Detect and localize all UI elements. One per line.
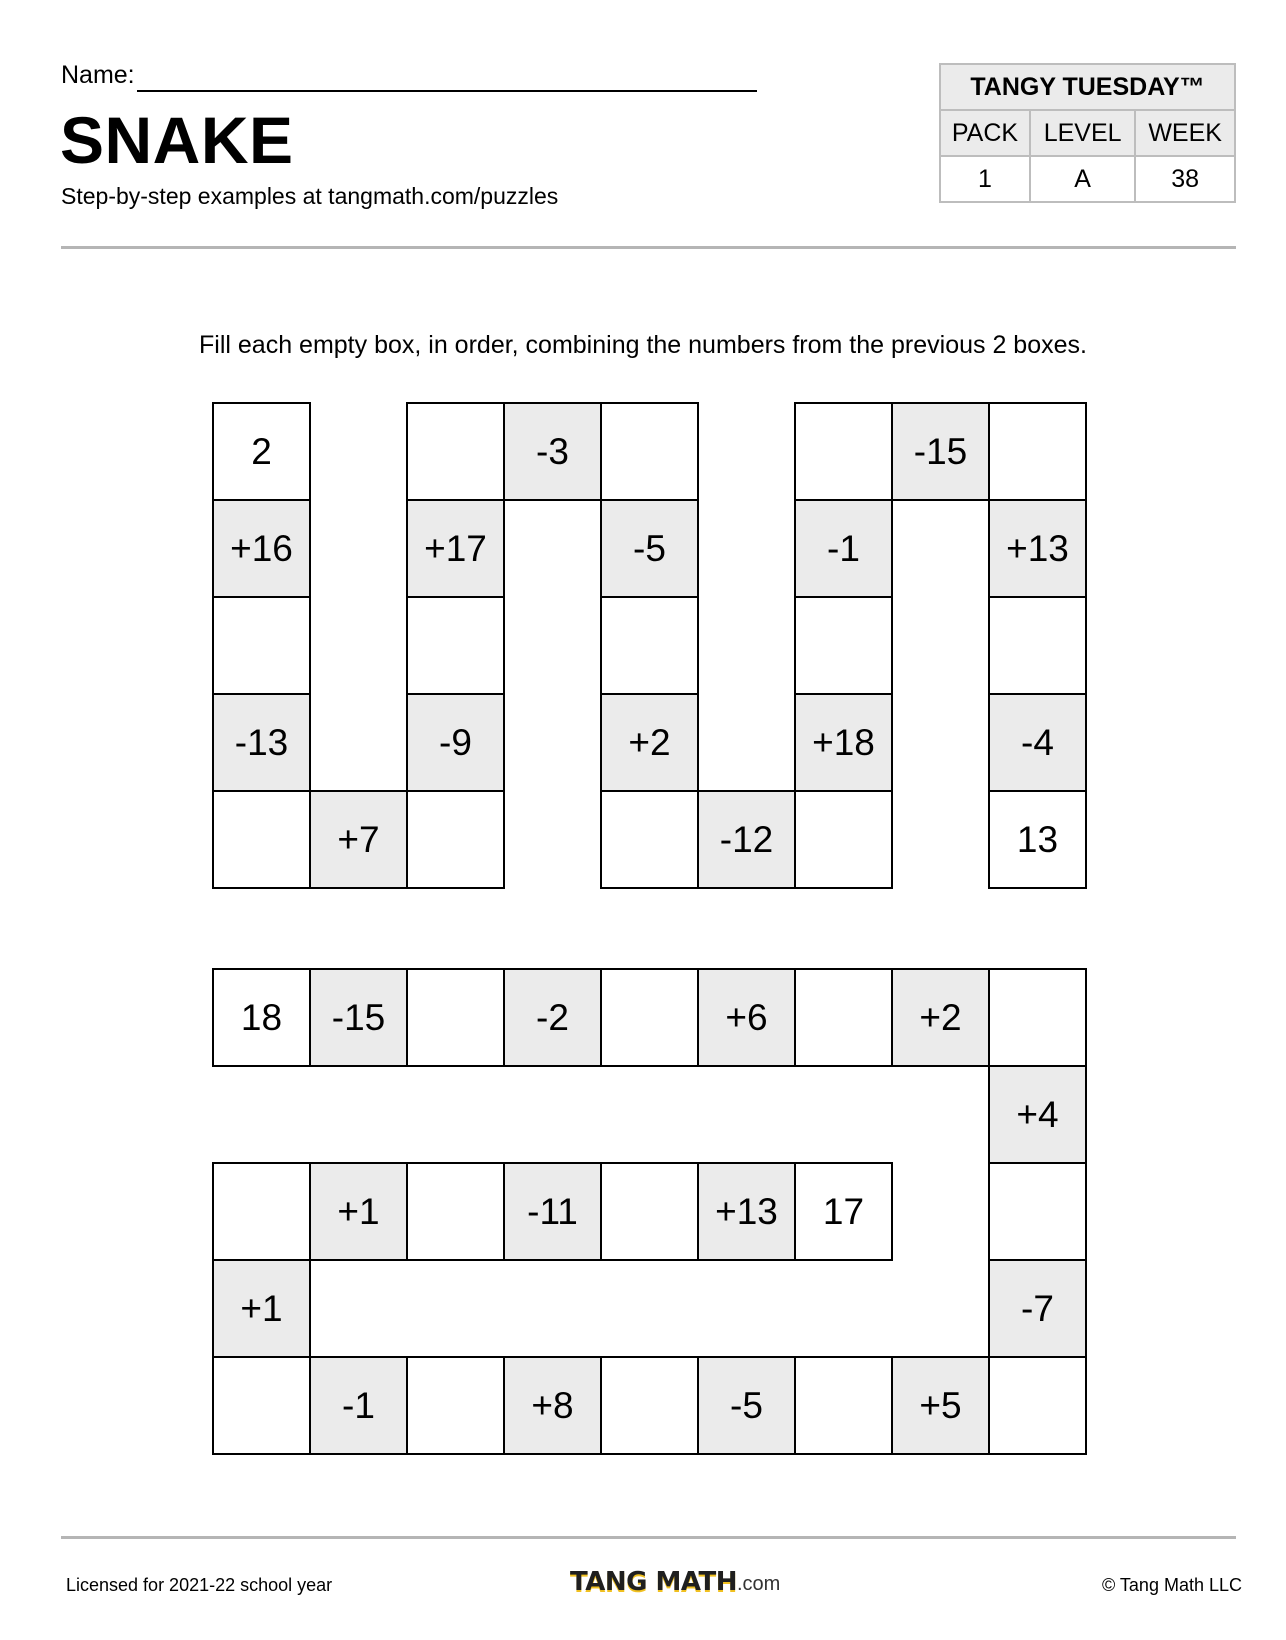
puzzle1-cell-18: -12	[697, 790, 796, 889]
puzzle2-cell-8: +2	[891, 968, 990, 1067]
puzzle1-cell-22: -1	[794, 499, 893, 598]
license-text: Licensed for 2021-22 school year	[66, 1575, 333, 1595]
puzzle1-cell-19[interactable]	[794, 790, 893, 889]
puzzle1-cell-3[interactable]	[212, 596, 311, 695]
puzzle1-cell-10: +17	[406, 499, 505, 598]
puzzle2-cell-21[interactable]	[212, 1356, 311, 1455]
puzzle2-cell-4: -2	[503, 968, 602, 1067]
puzzle2-cell-17[interactable]	[600, 1356, 699, 1455]
puzzle2-cell-15[interactable]	[794, 1356, 893, 1455]
puzzle1-cell-24: -15	[891, 402, 990, 501]
instructions: Fill each empty box, in order, combining the numbers from the previous 2 boxes.	[199, 331, 1087, 359]
puzzle1-cell-4: -13	[212, 693, 311, 792]
week-value: 38	[1135, 156, 1235, 202]
puzzle1-cell-6: +7	[309, 790, 408, 889]
puzzle1-cell-9[interactable]	[406, 596, 505, 695]
puzzle1-cell-7[interactable]	[406, 790, 505, 889]
puzzle1-cell-14: -5	[600, 499, 699, 598]
logo-main-text: TANG MATH	[570, 1567, 737, 1597]
puzzle2-cell-10: +4	[988, 1065, 1087, 1164]
puzzle2-cell-3[interactable]	[406, 968, 505, 1067]
puzzle2-cell-14: +5	[891, 1356, 990, 1455]
footer-divider	[61, 1536, 1236, 1539]
subtitle: Step-by-step examples at tangmath.com/puzzles	[61, 183, 559, 209]
puzzle1-cell-11[interactable]	[406, 402, 505, 501]
puzzle1-cell-1: 2	[212, 402, 311, 501]
puzzle2-cell-9[interactable]	[988, 968, 1087, 1067]
puzzle2-cell-24: +1	[309, 1162, 408, 1261]
tangmath-logo	[570, 1567, 780, 1597]
puzzle2-cell-29: 17	[794, 1162, 893, 1261]
puzzle1-cell-12: -3	[503, 402, 602, 501]
week-header: WEEK	[1135, 110, 1235, 156]
level-value: A	[1030, 156, 1135, 202]
puzzle2-cell-27[interactable]	[600, 1162, 699, 1261]
puzzle2-cell-22: +1	[212, 1259, 311, 1358]
puzzle2-cell-20: -1	[309, 1356, 408, 1455]
puzzle2-cell-7[interactable]	[794, 968, 893, 1067]
puzzle1-cell-28: -4	[988, 693, 1087, 792]
level-header: LEVEL	[1030, 110, 1135, 156]
name-blank-line[interactable]	[137, 90, 757, 92]
copyright-text: © Tang Math LLC	[1101, 1575, 1242, 1595]
puzzle2-cell-1: 18	[212, 968, 311, 1067]
puzzle1-cell-13[interactable]	[600, 402, 699, 501]
brand-header: TANGY TUESDAY™	[940, 64, 1235, 110]
puzzle2-cell-6: +6	[697, 968, 796, 1067]
puzzle2-cell-12: -7	[988, 1259, 1087, 1358]
pack-header: PACK	[940, 110, 1030, 156]
puzzle1-cell-5[interactable]	[212, 790, 311, 889]
puzzle2-cell-18: +8	[503, 1356, 602, 1455]
puzzle1-cell-27[interactable]	[988, 596, 1087, 695]
puzzle2-cell-16: -5	[697, 1356, 796, 1455]
puzzle1-cell-29: 13	[988, 790, 1087, 889]
puzzle1-cell-23[interactable]	[794, 402, 893, 501]
puzzle1-cell-8: -9	[406, 693, 505, 792]
puzzle2-cell-19[interactable]	[406, 1356, 505, 1455]
page-title: SNAKE	[60, 103, 294, 177]
header-divider	[61, 246, 1236, 249]
puzzle2-cell-28: +13	[697, 1162, 796, 1261]
puzzle2-cell-25[interactable]	[406, 1162, 505, 1261]
puzzle1-cell-25[interactable]	[988, 402, 1087, 501]
puzzle1-cell-17[interactable]	[600, 790, 699, 889]
puzzle1-cell-20: +18	[794, 693, 893, 792]
puzzle2-cell-2: -15	[309, 968, 408, 1067]
puzzle2-cell-13[interactable]	[988, 1356, 1087, 1455]
puzzle1-cell-15[interactable]	[600, 596, 699, 695]
puzzle1-cell-16: +2	[600, 693, 699, 792]
puzzle1-cell-2: +16	[212, 499, 311, 598]
puzzle2-cell-11[interactable]	[988, 1162, 1087, 1261]
puzzle2-cell-23[interactable]	[212, 1162, 311, 1261]
pack-value: 1	[940, 156, 1030, 202]
puzzle2-cell-26: -11	[503, 1162, 602, 1261]
puzzle2-cell-5[interactable]	[600, 968, 699, 1067]
puzzle1-cell-26: +13	[988, 499, 1087, 598]
name-label: Name:	[61, 61, 135, 89]
info-table	[939, 63, 1236, 203]
logo-suffix-text: .com	[736, 1573, 781, 1595]
puzzle1-cell-21[interactable]	[794, 596, 893, 695]
